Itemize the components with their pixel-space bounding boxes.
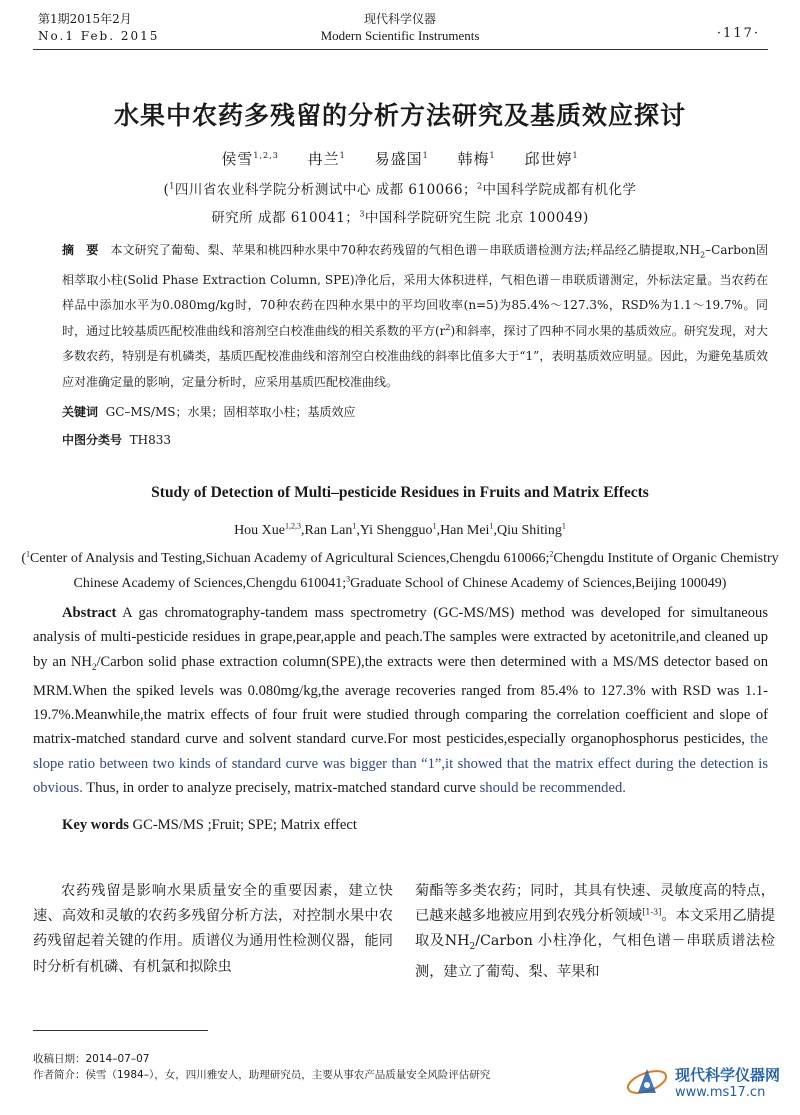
abstract-en: Abstract A gas chromatography-tandem mass spectrometry (GC-MS/MS) method was developed for simultaneous analysis of multi-pesticide residues in grape,pear,apple and peach.The samples were extracted by acetonitrile,and cleaned up by an $NH_2$/Carbon solid phase extraction column(SPE),the extracts were then determined with a MS/MS detector based on MRM.When the spiked levels was 0.080mg/kg,the average recoveries ranged from 85.4% to 127.3% with RSD was 1.1-19.7%.Meanwhile,the matrix effects of four fruit were studied through comparing the correlation coefficient and slope of matrix-matched standard curve and solvent standard curve.For most pesticides,especially organophosphorus pesticides, the slope ratio between two kinds of standard curve was bigger than “1”,it showed that the matrix effect during the detection is obvious. Thus, in order to analyze precisely, matrix-matched standard curve should be recommended. (33, 605, 769, 796)
watermark (625, 1063, 780, 1101)
affiliation-en-line2: Chinese Academy of Sciences,Chengdu 610041;$^3$Graduate School of Chinese Academy of Sciences,Beijing 100049) (73, 574, 727, 591)
highlighted-text: should be recommended. (479, 779, 626, 796)
affiliation-cn-line1: ($^1$四川省农业科学院分析测试中心 成都 610066；$^2$中国科学院成都有机化学 (163, 181, 637, 198)
watermark-name: 现代科学仪器网 (674, 1066, 780, 1084)
footnote-rule (33, 1030, 208, 1031)
highlighted-text: the slope ratio between two kinds of standard curve was bigger than “1”,it showed that the matrix effect during the detection is obvious. (33, 731, 768, 796)
keywords-cn: 关键词 GC–MS/MS；水果；固相萃取小柱；基质效应 (62, 405, 356, 419)
classification-label-cn: 中图分类号 (62, 433, 123, 447)
issue-info-cn: 第1期2015年2月 (38, 12, 132, 26)
journal-name-cn: 现代科学仪器 (363, 12, 436, 26)
issue-info-en: No.1 Feb. 2015 (38, 29, 160, 43)
author-name: 邱世婷 (524, 150, 573, 168)
affiliation-en-line1: ($^1$Center of Analysis and Testing,Sichuan Academy of Agricultural Sciences,Chengdu 610066;$^2$Chengdu Institute of Organic Chemistry (21, 549, 779, 566)
body-column-right: 菊酯等多类农药；同时，其具有快速、灵敏度高的特点，已越来越多地被应用到农残分析领域[1-3]。本文采用乙腈提取及$NH_2$/Carbon 小柱净化，气相色谱－串联质谱法检测，建立了葡萄、梨、苹果和 (415, 883, 775, 981)
paper-title-en: Study of Detection of Multi–pesticide Residues in Fruits and Matrix Effects (151, 484, 649, 501)
page-number: ·117· (716, 26, 760, 41)
watermark-logo-icon (625, 1063, 669, 1101)
author-name: 侯雪 (221, 150, 254, 168)
journal-name-en: Modern Scientific Instruments (320, 28, 480, 43)
received-date: 收稿日期：2014–07–07 (33, 1053, 150, 1065)
affiliation-cn-line2: 研究所 成都 610041；$^3$中国科学院研究生院 北京 100049) (211, 209, 589, 226)
paper-title-cn: 水果中农药多残留的分析方法研究及基质效应探讨 (113, 101, 686, 130)
author-name: 易盛国 (374, 150, 423, 168)
author-list-en: Hou Xue$^{1,2,3}$,Ran Lan$^1$,Yi Shengguo$^1$,Han Mei$^1$,Qiu Shiting$^1$ (234, 521, 566, 538)
watermark-url: www.ms17.cn (674, 1085, 766, 1100)
keywords-en: Key words GC-MS/MS ;Fruit; SPE; Matrix effect (62, 817, 357, 833)
keywords-label-cn: 关键词 (62, 405, 99, 419)
header-rule (33, 49, 768, 50)
author-name: 冉兰 (307, 150, 340, 168)
author-name: 韩梅 (457, 150, 490, 168)
author-bio: 作者简介：侯雪（1984–），女，四川雅安人，助理研究员，主要从事农产品质量安全风险评估研究 (33, 1069, 491, 1081)
body-column-left: 农药残留是影响水果质量安全的重要因素，建立快速、高效和灵敏的农药多残留分析方法，对控制水果中农药残留起着关键的作用。质谱仪为通用性检测仪器，能同时分析有机磷、有机氯和拟除虫 (33, 883, 393, 975)
classification-cn: 中图分类号 TH833 (62, 433, 172, 447)
abstract-label-en: Abstract (62, 605, 117, 621)
abstract-cn: 摘 要 本文研究了葡萄、梨、苹果和桃四种水果中70种农药残留的气相色谱－串联质谱检测方法;样品经乙腈提取$,NH_2$–Carbon固相萃取小柱(Solid Phase Extraction Column, SPE)净化后，采用大体积进样，气相色谱－串联质谱测定，外标法定量。当农药在样品中添加水平为0.080mg/kg时，70种农药在四种水果中的平均回收率(n=5)为85.4%～127.3%，RSD%为1.1～19.7%。同时，通过比较基质匹配校准曲线和溶剂空白校准曲线的相关系数的平方$(r^2)$和斜率，探讨了四种不同水果的基质效应。研究发现，对大多数农药，特别是有机磷类，基质匹配校准曲线和溶剂空白校准曲线的斜率比值多大于“1”，表明基质效应明显。因此，为避免基质效应对准确定量的影响，定量分析时，应采用基质匹配校准曲线。 (62, 243, 769, 389)
keywords-label-en: Key words (62, 817, 129, 833)
abstract-label-cn: 摘 要 (62, 243, 103, 257)
author-list-cn: 侯雪$^{1,2,3}$ 冉兰$^1$ 易盛国$^1$ 韩梅$^1$ 邱世婷$^1$ (221, 150, 579, 168)
